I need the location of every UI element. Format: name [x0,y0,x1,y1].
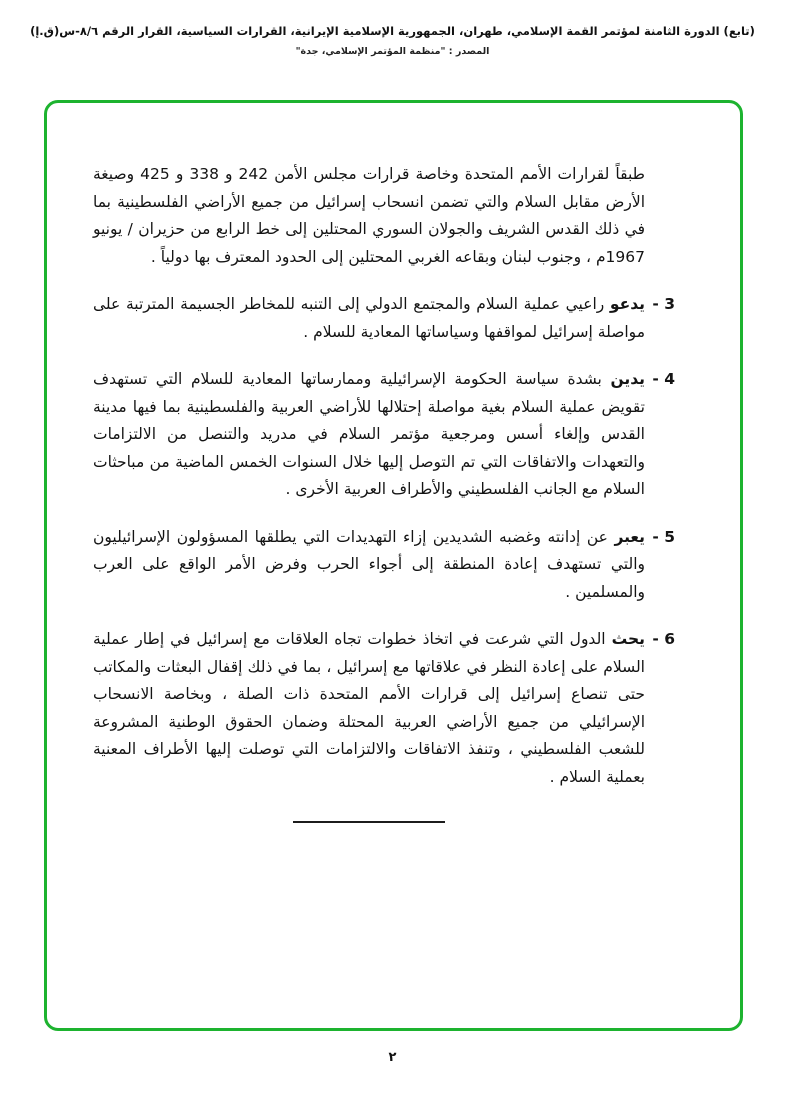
header-title-line: (تابع) الدورة الثامنة لمؤتمر القمة الإسلامي، طهران، الجمهورية الإسلامية الإيرانية، القرارات السياسية، القرار الرقم ٨/٦-س(ق.إ) [30,24,755,38]
page-number: ٢ [388,1050,397,1065]
paragraph-text [93,295,645,341]
resolution-paragraph [93,291,675,346]
item-number-marker: 4 - [652,370,675,388]
item-number-marker: 5 - [652,527,675,546]
resolution-paragraph [93,626,675,791]
paragraph-text [93,528,645,601]
paragraph-body: الدول التي شرعت في اتخاذ خطوات تجاه العلاقات مع إسرائيل في إطار عملية السلام على إعادة النظر في علاقاتها مع إسرائيل ، بما في ذلك إقفال البعثات والمكاتب حتى تنصاع إسرائيل إلى قرارات الأمم المتحدة ذات الصلة ، وبخاصة الانسحاب الإسرائيلي من جميع الأراضي العربية المحتلة وضمان الحقوق الوطنية المشروعة للشعب الفلسطيني ، وتنفذ الاتفاقات والالتزامات التي توصلت إليها الأطراف المعنية بعملية السلام . [93,630,645,786]
paragraph-lead-word: يدعو [609,295,645,313]
resolution-paragraph [93,161,645,271]
paragraph-list [93,161,675,823]
section-separator-line [293,821,445,823]
paragraph-lead-word: يحث [611,630,645,648]
paragraph-body: طبقاً لقرارات الأمم المتحدة وخاصة قرارات مجلس الأمن 242 و 338 و 425 وصيغة الأرض مقابل السلام والتي تضمن انسحاب إسرائيل من جميع الأراضي الفلسطينية بما في ذلك القدس الشريف والجولان السوري المحتلين إلى خط الرابع من حزيران / يونيو 1967م ، وجنوب لبنان وبقاعه الغربي المحتلين إلى الحدود المعترف بها دولياً . [93,165,645,266]
paragraph-text [93,630,645,786]
paragraph-body: راعيي عملية السلام والمجتمع الدولي إلى التنبه للمخاطر الجسيمة المترتبة على مواصلة إسرائيل لمواقفها وسياساتها المعادية للسلام . [93,295,645,341]
header-source-line: المصدر : "منظمة المؤتمر الإسلامي، جدة" [295,46,490,57]
item-number-marker: 6 - [652,630,675,648]
paragraph-body: بشدة سياسة الحكومة الإسرائيلية وممارساتها المعادية للسلام التي تستهدف تقويض عملية السلام بغية مواصلة إحتلالها للأراضي العربية والفلسطينية بما فيها مدينة القدس وإلغاء أسس ومرجعية مؤتمر السلام في مدريد والتنصل من الالتزامات والتعهدات والاتفاقات التي تم التوصل إليها خلال السنوات الخمس الماضية من مباحثات السلام مع الجانب الفلسطيني والأطراف العربية الأخرى . [93,370,645,498]
page-header [0,22,785,59]
paragraph-body: عن إدانته وغضبه الشديدين إزاء التهديدات التي يطلقها المسؤولون الإسرائيليون والتي تستهدف إعادة المنطقة إلى أجواء الحرب وفرض الأمر الواقع على العرب والمسلمين . [93,527,645,601]
paragraph-lead-word: يدين [610,370,645,388]
paragraph-text [93,165,645,266]
paragraph-lead-word: يعبر [614,527,645,546]
green-document-frame [44,100,743,1031]
item-number-marker: 3 - [652,295,675,313]
resolution-paragraph [93,524,675,607]
resolution-paragraph [93,366,675,504]
paragraph-text [93,370,645,498]
page-footer [0,1046,785,1065]
